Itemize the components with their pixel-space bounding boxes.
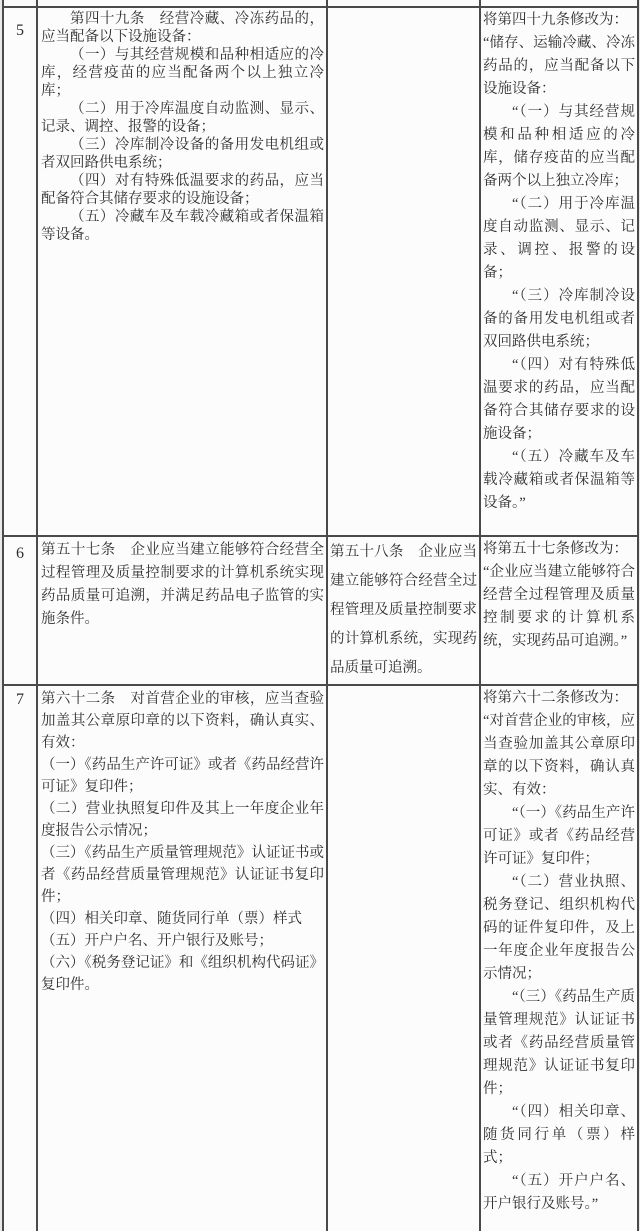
original-text-cell <box>37 685 327 1231</box>
row-number: 5 <box>3 7 37 536</box>
intermediate-text-cell <box>327 7 480 536</box>
paragraph: （四）对有特殊低温要求的药品，应当配备符合其储存要求的设施设备； <box>41 173 324 207</box>
intermediate-text-cell <box>327 536 480 685</box>
table-row <box>3 536 638 685</box>
original-text-cell <box>37 7 327 536</box>
paragraph: 第五十八条 企业应当建立能够符合经营全过程管理及质量控制要求的计算机系统，实现药品质量可追溯。 <box>330 544 477 676</box>
paragraph: （四）相关印章、随货同行单（票）样式 <box>41 911 302 927</box>
table-row <box>3 7 638 536</box>
spacer-cell <box>3 0 37 7</box>
intermediate-text-cell <box>327 685 480 1231</box>
paragraph: “（二）营业执照、税务登记、组织机构代码的证件复印件，及上一年度企业年度报告公示情况； <box>483 874 635 982</box>
paragraph: “（四）对有特殊低温要求的药品，应当配备符合其储存要求的设施设备； <box>483 357 635 442</box>
original-text-cell <box>37 536 327 685</box>
paragraph: （三）《药品生产质量管理规范》认证证书或者《药品经营质量管理规范》认证证书复印件； <box>41 845 324 905</box>
revised-text-cell <box>480 7 638 536</box>
paragraph: （六）《税务登记证》和《组织机构代码证》复印件。 <box>41 955 324 993</box>
paragraph: “（三）《药品生产质量管理规范》认证证书或者《药品经营质量管理规范》认证证书复印件； <box>483 989 635 1097</box>
paragraph: “（一）《药品生产许可证》或者《药品经营许可证》复印件； <box>483 805 635 867</box>
spacer-cell <box>37 0 327 7</box>
paragraph: （二）营业执照复印件及其上一年度企业年度报告公示情况； <box>41 801 324 839</box>
paragraph: “企业应当建立能够符合经营全过程管理及质量控制要求的计算机系统，实现药品可追溯。” <box>483 564 635 649</box>
revised-text-cell <box>480 685 638 1231</box>
revised-text-cell <box>480 536 638 685</box>
paragraph: “（四）相关印章、随货同行单（票）样式； <box>483 1104 635 1166</box>
paragraph: “储存、运输冷藏、冷冻药品的，应当配备以下设施设备： <box>483 35 635 97</box>
paragraph: “对首营企业的审核，应当查验加盖其公章原印章的以下资料，确认真实、有效： <box>483 713 635 798</box>
paragraph: （五）开户户名、开户银行及账号； <box>41 933 273 949</box>
paragraph: “（五）冷藏车及车载冷藏箱或者保温箱等设备。” <box>483 449 635 511</box>
spacer-cell <box>480 0 638 7</box>
paragraph: （二）用于冷库温度自动监测、显示、记录、调控、报警的设备； <box>41 101 324 135</box>
paragraph: （五）冷藏车及车载冷藏箱或者保温箱等设备。 <box>41 209 324 243</box>
comparison-table-body <box>3 0 638 1231</box>
paragraph: 第五十七条 企业应当建立能够符合经营全过程管理及质量控制要求的计算机系统实现药品质量可追溯，并满足药品电子监管的实施条件。 <box>41 542 324 627</box>
spacer-cell <box>327 0 480 7</box>
paragraph: 第四十九条 经营冷藏、冷冻药品的，应当配备以下设施设备： <box>41 11 324 45</box>
paragraph: （三）冷库制冷设备的备用发电机组或者双回路供电系统； <box>41 137 324 171</box>
table-top-sliver-row <box>3 0 638 7</box>
paragraph: 将第六十二条修改为： <box>483 690 628 706</box>
paragraph: 将第四十九条修改为： <box>483 12 628 28</box>
table-row <box>3 685 638 1231</box>
paragraph: “（一）与其经营规模和品种相适应的冷库，储存疫苗的应当配备两个以上独立冷库； <box>483 104 635 189</box>
paragraph: “（五）开户户名、开户银行及账号。” <box>483 1173 635 1212</box>
paragraph: “（二）用于冷库温度自动监测、显示、记录、调控、报警的设备； <box>483 196 635 281</box>
paragraph: “（三）冷库制冷设备的备用发电机组或者双回路供电系统； <box>483 288 635 350</box>
paragraph: （一）与其经营规模和品种相适应的冷库，经营疫苗的应当配备两个以上独立冷库； <box>41 47 324 99</box>
paragraph: （一）《药品生产许可证》或者《药品经营许可证》复印件； <box>41 757 324 795</box>
row-number: 7 <box>3 685 37 1231</box>
paragraph: 将第五十七条修改为： <box>483 541 628 557</box>
row-number: 6 <box>3 536 37 685</box>
regulation-comparison-table <box>2 0 639 1231</box>
paragraph: 第六十二条 对首营企业的审核，应当查验加盖其公章原印章的以下资料，确认真实、有效： <box>41 691 324 751</box>
